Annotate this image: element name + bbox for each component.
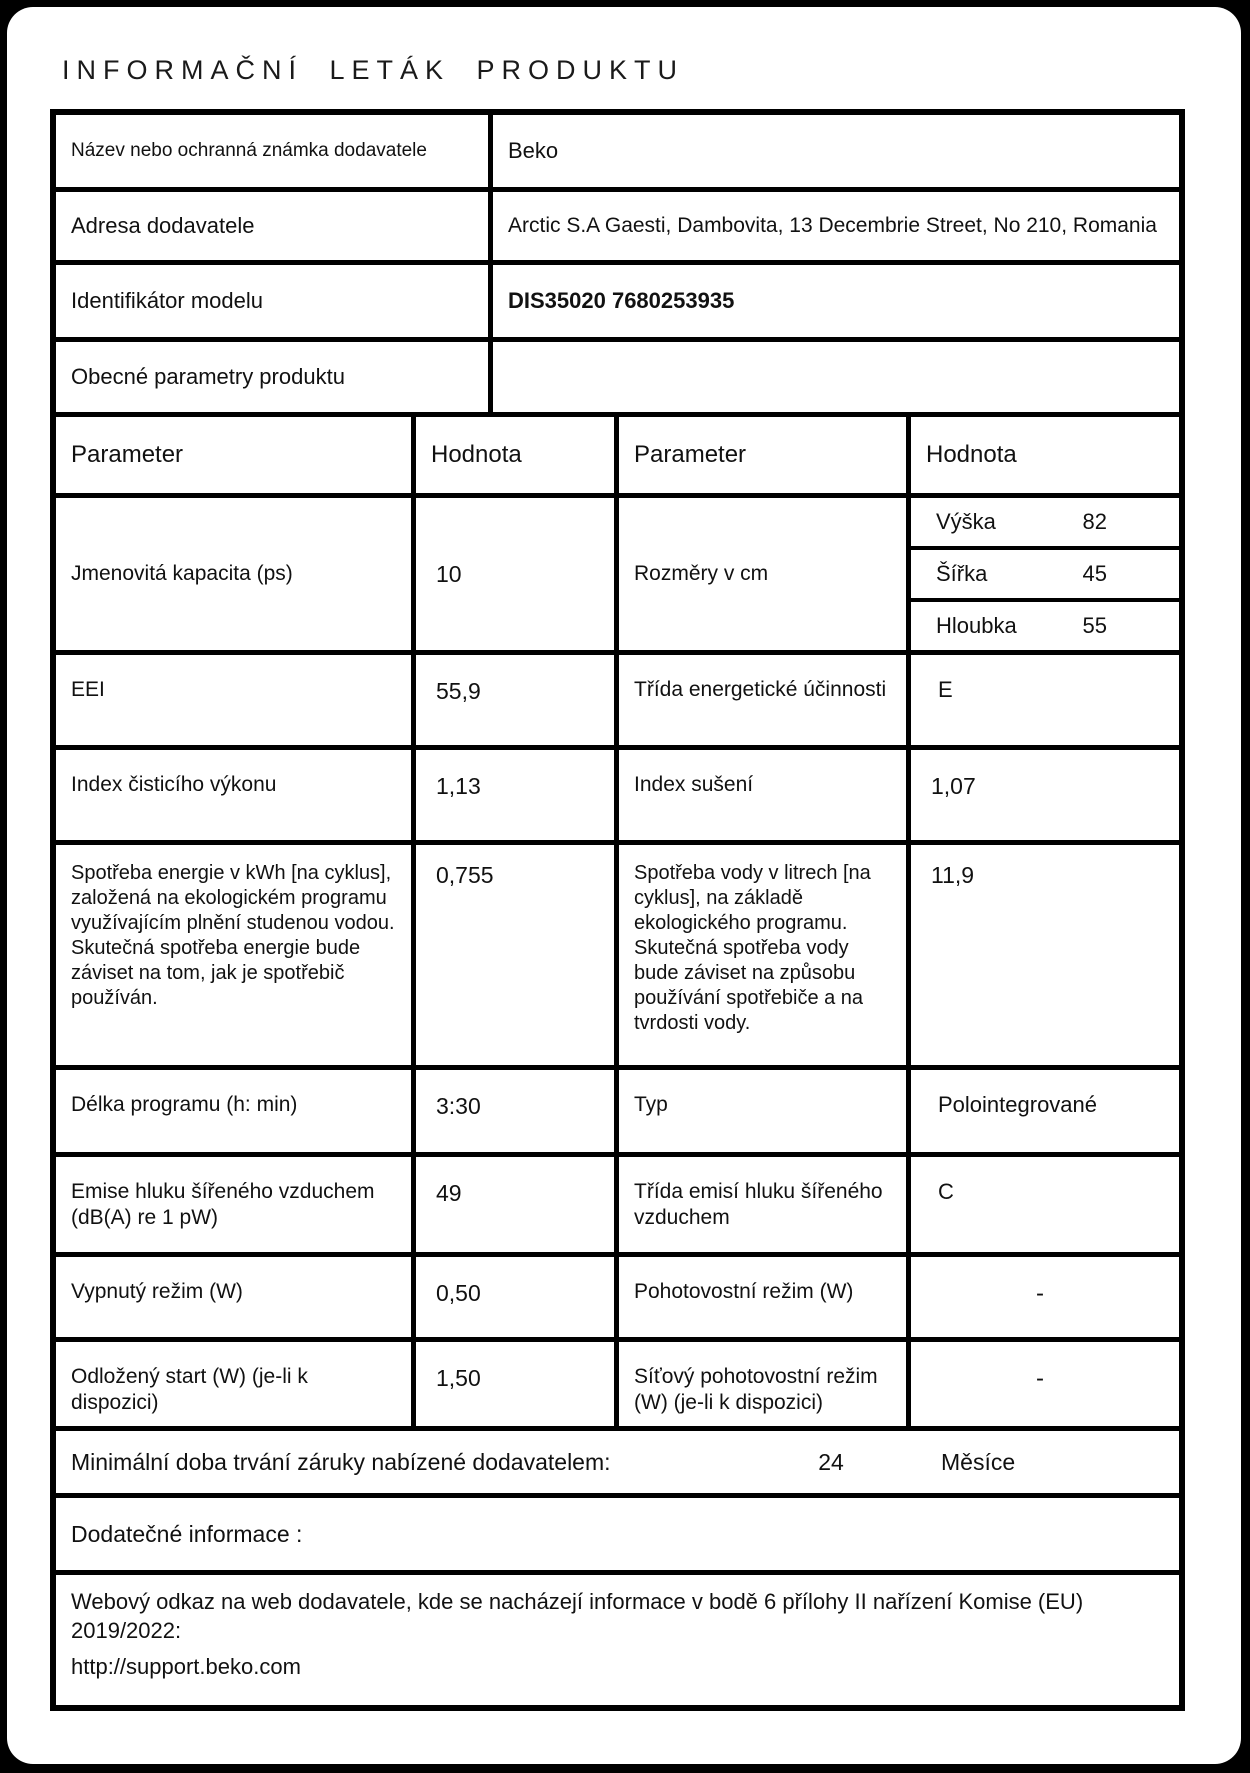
param-row-consumption — [56, 840, 1179, 1065]
type-label: Typ — [619, 1070, 911, 1152]
dimension-row-height — [911, 498, 1179, 550]
param-row-cleaning-index — [56, 745, 1179, 840]
dimensions-table — [911, 498, 1179, 650]
eei-label: EEI — [56, 655, 416, 745]
additional-info-label: Dodatečné informace : — [71, 1520, 303, 1547]
noise-class-label: Třída emisí hluku šířeného vzduchem — [619, 1157, 911, 1252]
param-row-noise — [56, 1152, 1179, 1252]
network-standby-label: Síťový pohotovostní režim (W) (je-li k dispozici) — [619, 1342, 911, 1426]
drying-index-label: Index sušení — [619, 750, 911, 840]
additional-info-row — [56, 1493, 1179, 1570]
warranty-label: Minimální doba trvání záruky nabízené dodavatelem: — [71, 1448, 611, 1475]
warranty-row — [56, 1426, 1179, 1493]
drying-index-value: 1,07 — [931, 773, 976, 799]
capacity-value: 10 — [416, 498, 619, 650]
page-title: INFORMAČNÍ LETÁK PRODUKTU — [62, 55, 685, 85]
param-row-eei — [56, 650, 1179, 745]
cleaning-index-label: Index čisticího výkonu — [56, 750, 416, 840]
header-hodnota-right: Hodnota — [926, 441, 1017, 469]
param-table-header-row — [56, 412, 1179, 493]
dimensions-label: Rozměry v cm — [619, 498, 911, 650]
energy-consumption-label: Spotřeba energie v kWh [na cyklus], založená na ekologickém programu využívajícím plnění studenou vodou. Skutečná spotřeba energie bude záviset na tom, jak je spotřebič používán. — [56, 845, 416, 1065]
network-standby-value: - — [1036, 1365, 1044, 1392]
noise-class-value: C — [938, 1179, 954, 1204]
capacity-label: Jmenovitá kapacita (ps) — [56, 498, 416, 650]
warranty-value: 24 — [818, 1448, 844, 1475]
type-value: Polointegrované — [938, 1092, 1098, 1117]
header-parameter-left: Parameter — [56, 417, 416, 493]
model-id-row — [56, 260, 1179, 337]
water-consumption-label: Spotřeba vody v litrech [na cyklus], na základě ekologického programu. Skutečná spotřeba vody bude záviset na způsobu používání spotřebiče a na tvrdosti vody. — [619, 845, 911, 1065]
model-id-value: DIS35020 7680253935 — [508, 287, 735, 313]
water-consumption-value: 11,9 — [931, 862, 975, 888]
program-duration-value: 3:30 — [416, 1070, 619, 1152]
energy-class-value: E — [938, 677, 953, 702]
header-parameter-right: Parameter — [619, 417, 911, 493]
delayed-start-label: Odložený start (W) (je-li k dispozici) — [56, 1342, 416, 1426]
model-id-label: Identifikátor modelu — [56, 265, 493, 337]
weblink-url: http://support.beko.com — [71, 1654, 301, 1679]
cleaning-index-value: 1,13 — [416, 750, 619, 840]
weblink-description: Webový odkaz na web dodavatele, kde se nacházejí informace v bodě 6 přílohy II nařízení Komise (EU) 2019/2022: — [71, 1589, 1084, 1643]
dimension-height-value: 82 — [1082, 508, 1107, 534]
general-params-empty-cell — [493, 342, 1179, 412]
off-mode-label: Vypnutý režim (W) — [56, 1257, 416, 1337]
header-hodnota-left: Hodnota — [416, 417, 619, 493]
dimension-depth-value: 55 — [1082, 612, 1107, 638]
supplier-name-row — [56, 115, 1179, 187]
supplier-address-label: Adresa dodavatele — [56, 192, 493, 260]
product-info-table — [50, 109, 1185, 1711]
off-mode-value: 0,50 — [416, 1257, 619, 1337]
eei-value: 55,9 — [416, 655, 619, 745]
dimension-width-label: Šířka — [936, 560, 988, 586]
dimension-row-width — [911, 550, 1179, 602]
dimension-depth-label: Hloubka — [936, 612, 1017, 638]
noise-emission-value: 49 — [416, 1157, 619, 1252]
supplier-address-row — [56, 187, 1179, 260]
weblink-row — [56, 1570, 1179, 1705]
standby-mode-value: - — [1036, 1280, 1044, 1307]
delayed-start-value: 1,50 — [416, 1342, 619, 1426]
program-duration-label: Délka programu (h: min) — [56, 1070, 416, 1152]
general-params-row — [56, 337, 1179, 412]
noise-emission-label: Emise hluku šířeného vzduchem (dB(A) re 1 pW) — [56, 1157, 416, 1252]
dimension-width-value: 45 — [1082, 560, 1107, 586]
energy-consumption-value: 0,755 — [416, 845, 619, 1065]
supplier-name-value: Beko — [508, 137, 559, 163]
warranty-unit: Měsíce — [941, 1448, 1016, 1475]
param-row-duration — [56, 1065, 1179, 1152]
supplier-name-label: Název nebo ochranná známka dodavatele — [56, 115, 493, 187]
param-row-capacity — [56, 493, 1179, 650]
dimension-height-label: Výška — [936, 508, 996, 534]
general-params-label: Obecné parametry produktu — [56, 342, 493, 412]
param-row-delayed-start — [56, 1337, 1179, 1426]
weblink-cell — [56, 1575, 1179, 1705]
supplier-address-value: Arctic S.A Gaesti, Dambovita, 13 Decembrie Street, No 210, Romania — [508, 214, 1157, 238]
param-row-off-mode — [56, 1252, 1179, 1337]
document-page — [7, 7, 1241, 1764]
standby-mode-label: Pohotovostní režim (W) — [619, 1257, 911, 1337]
dimension-row-depth — [911, 602, 1179, 650]
energy-class-label: Třída energetické účinnosti — [619, 655, 911, 745]
